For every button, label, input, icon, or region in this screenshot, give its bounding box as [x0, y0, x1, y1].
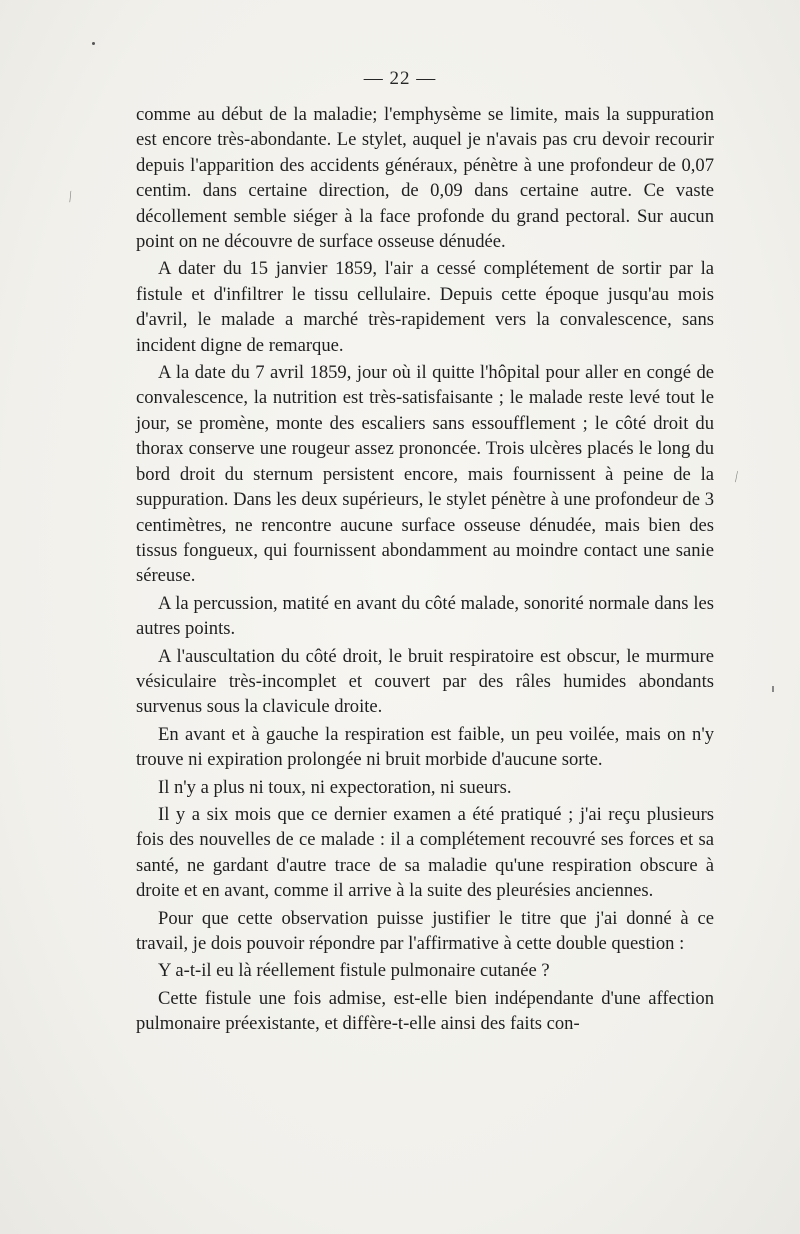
- paragraph-5: A l'auscultation du côté droit, le bruit respiratoire est obscur, le murmure vésiculaire très-incomplet et couvert par des râles humides abondants survenus sous la clavicule droite.: [136, 645, 714, 718]
- margin-pencil-mark-icon: ⁄: [732, 470, 742, 485]
- paragraph-7: Il n'y a plus ni toux, ni expectoration, ni sueurs.: [158, 776, 512, 798]
- paragraph-3: A la date du 7 avril 1859, jour où il quitte l'hôpital pour aller en congé de convalescence, la nutrition est très-satisfaisante ; le malade reste levé tout le jour, se promène, monte des escaliers sans essoufflement ; le côté droit du thorax conserve une rougeur assez prononcée. Trois ulcères placés le long du bord droit du sternum persistent encore, mais fournissent à peine de la suppuration. Dans les deux supérieurs, le stylet pénètre à une profondeur de 3 centimètres, ne rencontre aucune surface osseuse dénudée, mais bien des tissus fongueux, qui fournissent abondamment au moindre contact une sanie séreuse.: [136, 362, 714, 587]
- body-text: [136, 102, 714, 1039]
- page-number: — 22 —: [363, 68, 437, 89]
- paragraph-9: Pour que cette observation puisse justifier le titre que j'ai donné à ce travail, je dois pouvoir répondre par l'affirmative à cette double question :: [136, 907, 714, 954]
- margin-pencil-mark-icon: ⁄: [66, 190, 76, 205]
- paragraph-4: A la percussion, matité en avant du côté malade, sonorité normale dans les autres points.: [136, 592, 714, 640]
- ink-speck-icon: [92, 42, 95, 45]
- paragraph-6: En avant et à gauche la respiration est faible, un peu voilée, mais on n'y trouve ni expiration prolongée ni bruit morbide d'aucune sorte.: [136, 723, 714, 771]
- paragraph-1: comme au début de la maladie; l'emphysème se limite, mais la suppuration est encore très-abondante. Le stylet, auquel je n'avais pas cru devoir recourir depuis l'apparition des accidents généraux, pénètre à une profondeur de 0,07 centim. dans certaine direction, de 0,09 dans certaine autre. Ce vaste décollement semble siéger à la face profonde du grand pectoral. Sur aucun point on ne découvre de surface osseuse dénudée.: [136, 104, 714, 253]
- paragraph-11: Cette fistule une fois admise, est-elle bien indépendante d'une affection pulmonaire préexistante, et diffère-t-elle ainsi des faits con-: [136, 987, 714, 1035]
- paragraph-2: A dater du 15 janvier 1859, l'air a cessé complétement de sortir par la fistule et d'infiltrer le tissu cellulaire. Depuis cette époque jusqu'au mois d'avril, le malade a marché très-rapidement vers la convalescence, sans incident digne de remarque.: [136, 258, 714, 356]
- ink-speck-icon: [772, 686, 774, 692]
- paragraph-10: Y a-t-il eu là réellement fistule pulmonaire cutanée ?: [158, 960, 550, 982]
- paragraph-8: Il y a six mois que ce dernier examen a été pratiqué ; j'ai reçu plusieurs fois des nouvelles de ce malade : il a complétement recouvré ses forces et sa santé, ne gardant d'autre trace de sa maladie qu'une respiration obscure à droite et en avant, comme il arrive à la suite des pleurésies anciennes.: [136, 803, 714, 902]
